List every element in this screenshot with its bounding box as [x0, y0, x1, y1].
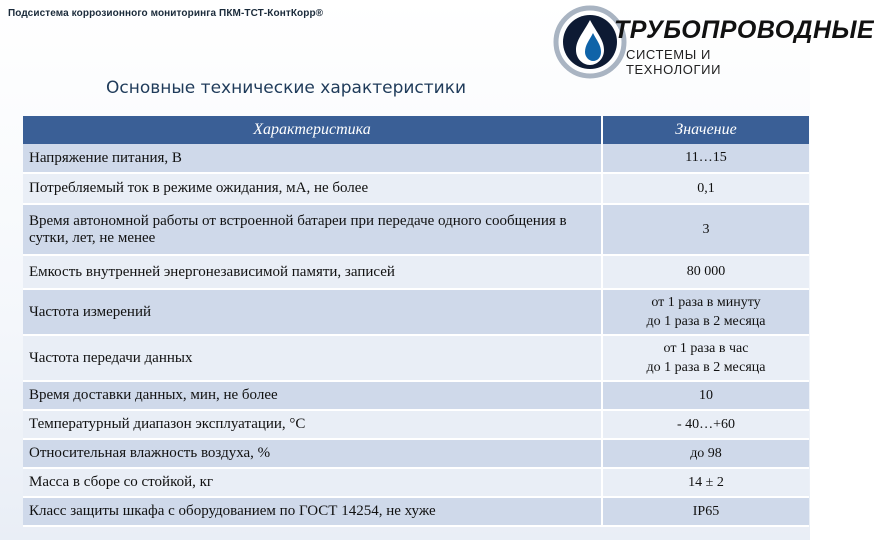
table-row [23, 468, 809, 497]
table-row [23, 439, 809, 468]
row-label: Емкость внутренней энергонезависимой памяти, записей [23, 255, 602, 289]
specs-table [23, 116, 809, 527]
row-label: Относительная влажность воздуха, % [23, 439, 602, 468]
value-line-2: до 1 раза в 2 месяца [646, 360, 766, 375]
table-row [23, 289, 809, 335]
row-value: IP65 [602, 497, 809, 526]
row-label: Время доставки данных, мин, не более [23, 381, 602, 410]
table-row [23, 410, 809, 439]
table-row [23, 173, 809, 204]
logo-title: ТРУБОПРОВОДНЫЕ [614, 16, 874, 44]
row-label: Потребляемый ток в режиме ожидания, мА, не более [23, 173, 602, 204]
row-label: Класс защиты шкафа с оборудованием по ГОСТ 14254, не хуже [23, 497, 602, 526]
logo-subtitle: СИСТЕМЫ И ТЕХНОЛОГИИ [626, 47, 722, 77]
row-label: Время автономной работы от встроенной батареи при передаче одного сообщения в сутки, лет, не менее [23, 204, 602, 255]
row-label: Частота измерений [23, 289, 602, 335]
table-row [23, 497, 809, 526]
value-line-1: от 1 раза в час [663, 341, 749, 356]
row-value [602, 335, 809, 381]
table-row [23, 335, 809, 381]
value-line-2: до 1 раза в 2 месяца [646, 314, 766, 329]
table-header-row [23, 116, 809, 144]
row-value: 0,1 [602, 173, 809, 204]
row-value: 80 000 [602, 255, 809, 289]
header-value: Значение [602, 116, 809, 144]
row-value [602, 289, 809, 335]
row-value: до 98 [602, 439, 809, 468]
table-row [23, 255, 809, 289]
row-value: 10 [602, 381, 809, 410]
page-title: Основные технические характеристики [106, 78, 467, 98]
row-label: Масса в сборе со стойкой, кг [23, 468, 602, 497]
row-value: 11…15 [602, 144, 809, 173]
table-row [23, 204, 809, 255]
row-value: 14 ± 2 [602, 468, 809, 497]
row-label: Частота передачи данных [23, 335, 602, 381]
header-caption: Подсистема коррозионного мониторинга ПКМ-ТСТ-КонтКорр® [8, 8, 324, 19]
value-line-1: от 1 раза в минуту [651, 295, 761, 310]
row-value: - 40…+60 [602, 410, 809, 439]
table-row [23, 144, 809, 173]
row-label: Напряжение питания, В [23, 144, 602, 173]
table-row [23, 381, 809, 410]
company-logo [548, 2, 874, 82]
row-label: Температурный диапазон эксплуатации, °С [23, 410, 602, 439]
row-value: 3 [602, 204, 809, 255]
header-characteristic: Характеристика [23, 116, 602, 144]
